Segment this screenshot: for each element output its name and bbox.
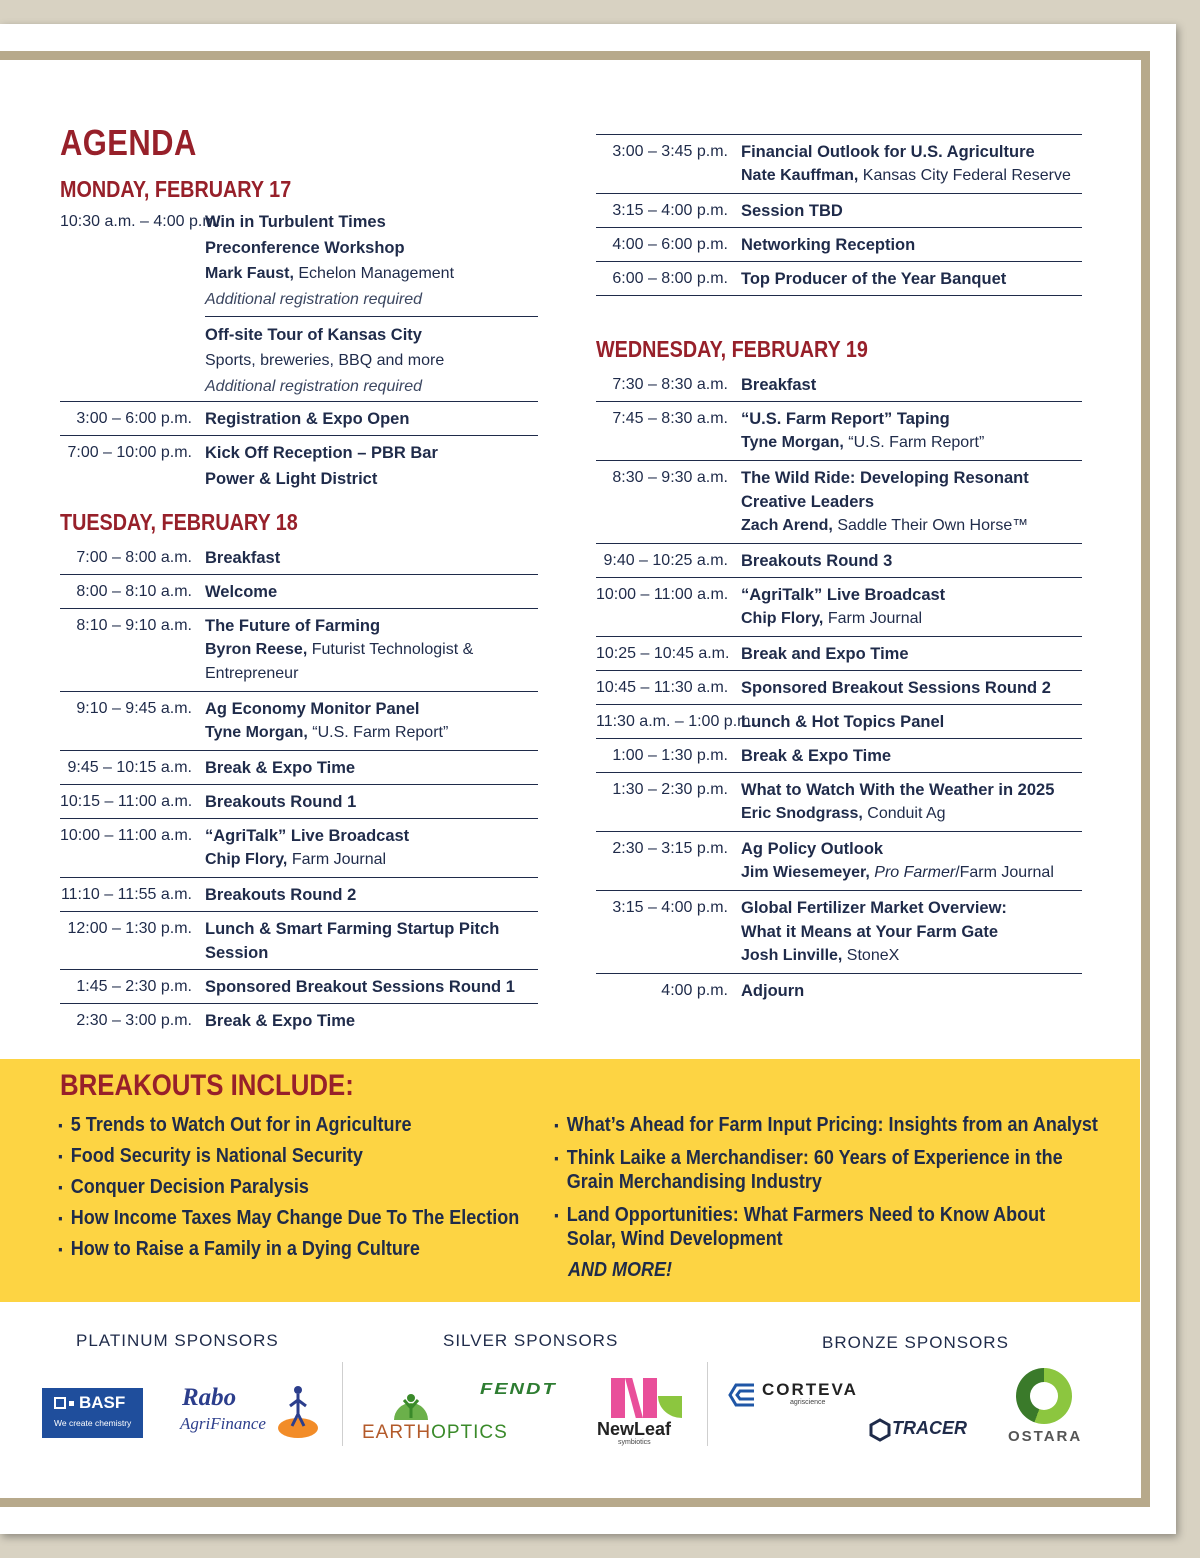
session-info [205, 546, 538, 570]
speaker-org: “U.S. Farm Report” [307, 724, 449, 741]
session-title: Networking Reception [741, 236, 916, 254]
agenda-row [596, 368, 1082, 402]
session-subtitle: What it Means at Your Farm Gate [741, 923, 999, 941]
session-title: “AgriTalk” Live Broadcast [741, 586, 946, 604]
offsite-tour [205, 316, 538, 399]
session-info [741, 549, 1082, 573]
session-title: Breakouts Round 2 [205, 886, 357, 904]
session-title: “AgriTalk” Live Broadcast [205, 827, 410, 845]
session-info [741, 407, 1082, 455]
session-title: Registration & Expo Open [205, 410, 410, 428]
session-time: 7:00 – 10:00 p.m. [67, 444, 192, 461]
platinum-sponsors-label: PLATINUM SPONSORS [76, 1331, 279, 1350]
session-title: Welcome [205, 583, 278, 601]
session-subtitle: Power & Light District [205, 470, 378, 488]
tuesday-schedule [60, 541, 538, 1037]
speaker-org: Echelon Management [293, 265, 455, 282]
session-title: Ag Economy Monitor Panel [205, 700, 420, 718]
session-info [205, 697, 538, 745]
session-info [205, 210, 538, 399]
agenda-left-column [60, 120, 538, 1037]
session-info [741, 837, 1082, 885]
session-time: 4:00 p.m. [661, 982, 728, 999]
speaker [741, 861, 1082, 885]
agenda-row [596, 194, 1082, 228]
breakout-item: ▪ 5 Trends to Watch Out for in Agriculture [60, 1113, 519, 1137]
agenda-row [596, 578, 1082, 637]
session-time: 10:45 – 11:30 a.m. [596, 679, 729, 696]
speaker [741, 514, 1082, 538]
agenda-right-column [596, 134, 1082, 1007]
sponsor-divider [707, 1362, 708, 1446]
agenda-row [60, 210, 538, 402]
fendt-logo: FENDT [480, 1380, 557, 1398]
speaker-name: Mark Faust, [205, 265, 294, 282]
breakouts-list-left [60, 1113, 570, 1268]
speaker-org: Farm Journal [287, 851, 387, 868]
newleaf-logo: NewLeaf symbiotics [596, 1378, 688, 1448]
session-time: 1:45 – 2:30 p.m. [76, 978, 192, 995]
breakouts-list-right [556, 1113, 1116, 1260]
session-info [205, 917, 538, 965]
session-time: 9:10 – 9:45 a.m. [76, 700, 192, 717]
speaker-name: Chip Flory, [741, 610, 824, 627]
session-title: Breakouts Round 3 [741, 552, 893, 570]
session-title: Session TBD [741, 202, 843, 220]
agenda-row [596, 705, 1082, 739]
speaker [205, 721, 538, 745]
basf-logo: BASF We create chemistry [42, 1388, 143, 1438]
session-info [741, 744, 1082, 768]
session-time: 3:15 – 4:00 p.m. [612, 202, 728, 219]
session-time: 2:30 – 3:00 p.m. [76, 1012, 192, 1029]
agenda-row [60, 1004, 538, 1037]
session-time: 7:45 – 8:30 a.m. [612, 410, 728, 427]
breakout-item: ▪ Think Laike a Merchandiser: 60 Years of Experience in the Grain Merchandising Industry [556, 1146, 1060, 1194]
agenda-row [60, 692, 538, 751]
session-time: 10:00 – 11:00 a.m. [60, 827, 193, 844]
session-info [741, 233, 1082, 257]
agenda-row [596, 974, 1082, 1007]
agenda-row [596, 832, 1082, 891]
session-info [741, 267, 1082, 291]
agenda-row [596, 228, 1082, 262]
breakout-item: ▪ How Income Taxes May Change Due To The Election [60, 1206, 519, 1230]
agenda-row [596, 773, 1082, 832]
session-time: 1:00 – 1:30 p.m. [612, 747, 728, 764]
and-more-text: AND MORE! [568, 1259, 672, 1281]
session-subtitle: Creative Leaders [741, 493, 874, 511]
agenda-row [60, 970, 538, 1004]
speaker-name: Tyne Morgan, [741, 434, 844, 451]
speaker-org: Conduit Ag [862, 805, 946, 822]
session-info [741, 140, 1082, 188]
agenda-row [60, 609, 538, 692]
speaker-name: Tyne Morgan, [205, 724, 308, 741]
corteva-logo: CORTEVA agriscience [728, 1380, 878, 1412]
breakout-item: ▪ Food Security is National Security [60, 1144, 519, 1168]
session-title: Lunch & Hot Topics Panel [741, 713, 945, 731]
session-time: 9:40 – 10:25 a.m. [603, 552, 728, 569]
session-info [741, 979, 1082, 1003]
session-title: “U.S. Farm Report” Taping [741, 410, 950, 428]
session-time: 8:00 – 8:10 a.m. [76, 583, 192, 600]
agenda-row [60, 878, 538, 912]
session-subtitle: Preconference Workshop [205, 239, 405, 257]
speaker-org-italic: Pro Farmer [874, 864, 956, 881]
speaker [205, 638, 538, 686]
session-info [741, 778, 1082, 826]
session-info [205, 790, 538, 814]
sponsor-divider [342, 1362, 343, 1446]
agenda-row [596, 671, 1082, 705]
session-time: 10:00 – 11:00 a.m. [596, 586, 729, 603]
speaker-org: Farm Journal [823, 610, 923, 627]
session-time: 3:00 – 6:00 p.m. [76, 410, 192, 427]
agenda-row [596, 402, 1082, 461]
speaker-org: “U.S. Farm Report” [843, 434, 985, 451]
bronze-sponsors-label: BRONZE SPONSORS [822, 1333, 1009, 1352]
session-title: Kick Off Reception – PBR Bar [205, 444, 438, 462]
agenda-row [60, 785, 538, 819]
agenda-row [596, 544, 1082, 578]
session-title: Breakfast [205, 549, 281, 567]
tuesday-schedule-continued [596, 134, 1082, 296]
registration-note: Additional registration required [205, 378, 423, 395]
rabo-agrifinance-logo: Rabo AgriFinance [180, 1384, 320, 1442]
tuesday-heading: TUESDAY, FEBRUARY 18 [60, 509, 298, 535]
speaker [741, 802, 1082, 826]
session-time: 1:30 – 2:30 p.m. [612, 781, 728, 798]
session-info [741, 642, 1082, 666]
session-time: 9:45 – 10:15 a.m. [67, 759, 192, 776]
session-time: 11:10 – 11:55 a.m. [60, 886, 192, 903]
breakouts-title: BREAKOUTS INCLUDE: [60, 1069, 354, 1102]
agenda-row [60, 575, 538, 609]
session-title: Ag Policy Outlook [741, 840, 884, 858]
speaker-org: /Farm Journal [955, 864, 1054, 881]
speaker-name: Jim Wiesemeyer, [741, 864, 870, 881]
session-title: Sponsored Breakout Sessions Round 1 [205, 978, 515, 996]
speaker [205, 848, 538, 872]
session-info [741, 896, 1082, 968]
session-time: 8:10 – 9:10 a.m. [76, 617, 192, 634]
agenda-title: AGENDA [60, 122, 197, 163]
session-time: 7:00 – 8:00 a.m. [76, 549, 192, 566]
speaker-org: Saddle Their Own Horse™ [832, 517, 1029, 534]
breakout-item: ▪ What’s Ahead for Farm Input Pricing: Insights from an Analyst [556, 1113, 1060, 1137]
speaker-name: Nate Kauffman, [741, 167, 859, 184]
speaker [205, 262, 538, 286]
session-time: 2:30 – 3:15 p.m. [612, 840, 728, 857]
session-info [741, 676, 1082, 700]
session-title: What to Watch With the Weather in 2025 [741, 781, 1055, 799]
agenda-row [596, 739, 1082, 773]
speaker-org: StoneX [842, 947, 900, 964]
speaker [741, 431, 1082, 455]
session-time: 10:30 a.m. – 4:00 p.m. [60, 213, 221, 230]
session-time: 4:00 – 6:00 p.m. [612, 236, 728, 253]
session-title: Top Producer of the Year Banquet [741, 270, 1007, 288]
session-title: Financial Outlook for U.S. Agriculture [741, 143, 1035, 161]
session-time: 6:00 – 8:00 p.m. [612, 270, 728, 287]
speaker-name: Chip Flory, [205, 851, 288, 868]
tracer-logo: TRACER [868, 1416, 978, 1446]
registration-note: Additional registration required [205, 291, 423, 308]
speaker-name: Byron Reese, [205, 641, 308, 658]
session-info [205, 824, 538, 872]
agenda-row [60, 912, 538, 970]
breakout-item: ▪ How to Raise a Family in a Dying Culture [60, 1237, 519, 1261]
agenda-row [60, 751, 538, 785]
earthoptics-logo: EARTHOPTICS [362, 1390, 502, 1446]
speaker-org: Kansas City Federal Reserve [858, 167, 1071, 184]
agenda-row [60, 819, 538, 878]
breakout-item: ▪ Conquer Decision Paralysis [60, 1175, 519, 1199]
agenda-row [60, 541, 538, 575]
session-title: The Wild Ride: Developing Resonant [741, 469, 1029, 487]
session-title: The Future of Farming [205, 617, 381, 635]
session-title: Break & Expo Time [205, 1012, 356, 1030]
session-time: 3:00 – 3:45 p.m. [612, 143, 728, 160]
session-title: Break & Expo Time [741, 747, 892, 765]
session-title: Sponsored Breakout Sessions Round 2 [741, 679, 1051, 697]
session-info [741, 710, 1082, 734]
session-title: Break and Expo Time [741, 645, 909, 663]
session-title: Lunch & Smart Farming Startup Pitch Session [205, 920, 500, 962]
speaker [741, 164, 1082, 188]
agenda-row [60, 436, 538, 491]
session-time: 10:25 – 10:45 a.m. [596, 645, 730, 662]
session-info [205, 614, 538, 686]
wednesday-heading: WEDNESDAY, FEBRUARY 19 [596, 336, 868, 362]
session-info [205, 883, 538, 907]
speaker-org: Futurist Technologist & Entrepreneur [205, 641, 474, 682]
session-title: Breakfast [741, 376, 817, 394]
session-info [741, 466, 1082, 538]
speaker [741, 944, 1082, 968]
breakouts-panel [0, 1059, 1140, 1302]
session-info [205, 1009, 538, 1033]
silver-sponsors-label: SILVER SPONSORS [443, 1331, 619, 1350]
speaker-name: Eric Snodgrass, [741, 805, 863, 822]
session-description: Sports, breweries, BBQ and more [205, 352, 445, 369]
wednesday-schedule [596, 368, 1082, 1007]
session-time: 8:30 – 9:30 a.m. [612, 469, 728, 486]
session-title: Off-site Tour of Kansas City [205, 326, 422, 344]
agenda-row [596, 891, 1082, 974]
agenda-row [596, 134, 1082, 194]
breakout-item: ▪ Land Opportunities: What Farmers Need to Know About Solar, Wind Development [556, 1203, 1060, 1251]
session-info [205, 975, 538, 999]
session-title: Global Fertilizer Market Overview: [741, 899, 1007, 917]
session-title: Breakouts Round 1 [205, 793, 357, 811]
agenda-row [596, 262, 1082, 296]
agenda-row [596, 637, 1082, 671]
speaker-name: Josh Linville, [741, 947, 843, 964]
session-time: 3:15 – 4:00 p.m. [612, 899, 728, 916]
session-info [205, 580, 538, 604]
speaker-name: Zach Arend, [741, 517, 833, 534]
session-time: 7:30 – 8:30 a.m. [612, 376, 728, 393]
session-title: Adjourn [741, 982, 805, 1000]
agenda-row [60, 402, 538, 436]
session-time: 12:00 – 1:30 p.m. [67, 920, 192, 937]
session-title: Break & Expo Time [205, 759, 356, 777]
speaker [741, 607, 1082, 631]
session-info [741, 583, 1082, 631]
agenda-row [596, 461, 1082, 544]
session-info [205, 756, 538, 780]
monday-heading: MONDAY, FEBRUARY 17 [60, 176, 292, 202]
session-info [741, 199, 1082, 223]
session-title: Win in Turbulent Times [205, 213, 386, 231]
session-info [741, 373, 1082, 397]
session-time: 10:15 – 11:00 a.m. [60, 793, 193, 810]
session-time: 11:30 a.m. – 1:00 p.m. [596, 713, 755, 730]
ostara-logo: OSTARA [1006, 1368, 1086, 1450]
